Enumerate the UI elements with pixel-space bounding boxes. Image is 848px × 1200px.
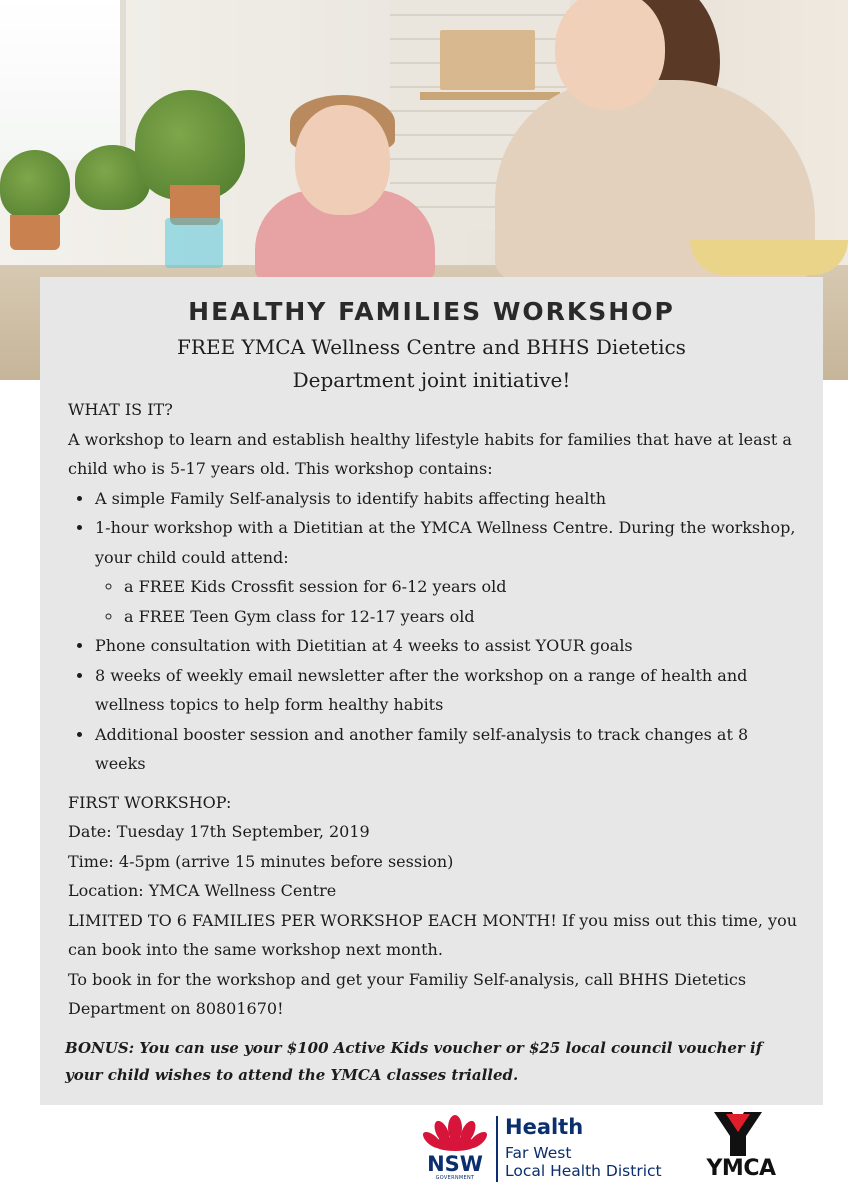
child-face	[295, 105, 390, 215]
health-district-line2: Local Health District	[505, 1162, 662, 1180]
workshop-time: Time: 4-5pm (arrive 15 minutes before session)	[68, 851, 454, 871]
wooden-shelf	[420, 92, 560, 100]
sub-list-item: ◦ a FREE Teen Gym class for 12-17 years old	[123, 602, 803, 632]
info-panel	[40, 277, 823, 1105]
health-title: Health	[505, 1115, 584, 1139]
intro-text: A workshop to learn and establish healthy lifestyle habits for families that have at least a child who is 5-17 years old. This workshop contains:	[68, 429, 792, 478]
wooden-box	[440, 30, 535, 90]
child-activities-list	[95, 572, 803, 631]
health-district-line1: Far West	[505, 1144, 572, 1162]
ymca-wordmark: YMCA	[706, 1156, 776, 1181]
window	[0, 0, 126, 160]
limited-notice: LIMITED TO 6 FAMILIES PER WORKSHOP EACH MONTH! If you miss out this time, you can book into the same workshop next month.	[68, 910, 797, 959]
plant-pot	[10, 215, 60, 250]
list-item	[94, 513, 803, 631]
list-item: • Additional booster session and another family self-analysis to track changes at 8 weeks	[94, 720, 803, 779]
workshop-location: Location: YMCA Wellness Centre	[68, 881, 337, 900]
bonus-note: BONUS: You can use your $100 Active Kids voucher or $25 local council voucher if your child wishes to attend the YMCA classes trialled.	[65, 1039, 763, 1084]
ymca-y-icon	[712, 1110, 764, 1158]
workshop-date: Date: Tuesday 17th September, 2019	[68, 822, 370, 841]
mother-face	[555, 0, 665, 110]
booking-info: To book in for the workshop and get your Familiy Self-analysis, call BHHS Dietetics Department on 80801670!	[68, 969, 747, 1018]
flyer-subtitle	[40, 331, 823, 397]
subtitle-line: Department joint initiative!	[292, 368, 571, 392]
workshop-contents-list	[68, 484, 803, 779]
subtitle-line: FREE YMCA Wellness Centre and BHHS Dietetics	[177, 335, 686, 359]
list-item: • Phone consultation with Dietitian at 4 weeks to assist YOUR goals	[94, 631, 803, 661]
logo-divider	[496, 1116, 498, 1182]
flyer-body	[68, 395, 803, 1024]
flyer-title: HEALTHY FAMILIES WORKSHOP	[188, 297, 675, 326]
nsw-wordmark: NSW	[427, 1152, 483, 1176]
plant	[0, 150, 70, 220]
list-item: • 8 weeks of weekly email newsletter after the workshop on a range of health and wellness topics to help form healthy habits	[94, 661, 803, 720]
first-workshop-heading: FIRST WORKSHOP:	[68, 792, 232, 812]
what-heading: WHAT IS IT?	[68, 400, 173, 419]
glass	[165, 218, 223, 268]
sub-list-item: ◦ a FREE Kids Crossfit session for 6-12 years old	[123, 572, 803, 602]
list-item: • A simple Family Self-analysis to identify habits affecting health	[94, 484, 803, 514]
plant	[135, 90, 245, 200]
salad-bowl	[690, 240, 848, 275]
list-item-text: 1-hour workshop with a Dietitian at the YMCA Wellness Centre. During the workshop, your child could attend:	[95, 518, 796, 567]
nsw-government-label: GOVERNMENT	[435, 1175, 475, 1181]
